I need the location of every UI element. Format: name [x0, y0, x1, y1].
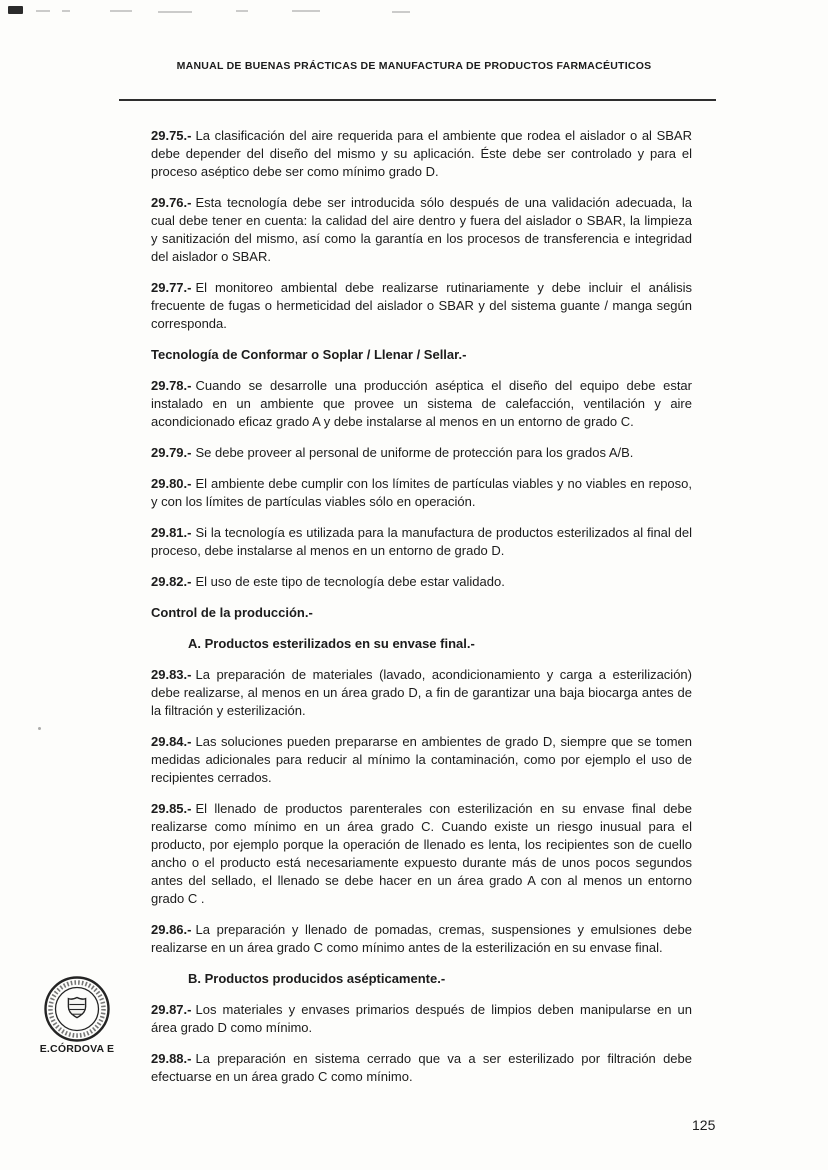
- paragraph-29-77: [151, 279, 692, 333]
- scan-artifact: [36, 10, 50, 12]
- page-number: 125: [692, 1117, 716, 1133]
- paragraph-text: Los materiales y envases primarios después de limpios deben manipularse en un área grado D como mínimo.: [151, 1002, 692, 1035]
- scan-artifact: [158, 11, 192, 13]
- paragraph-29-88: [151, 1050, 692, 1086]
- paragraph-text: El llenado de productos parenterales con esterilización en su envase final debe realizarse como mínimo en un área grado C. Cuando existe un riesgo inusual para el producto, por ejemplo porque la operación de llenado es lenta, los recipientes son de cuello ancho o el producto está necesariamente expuesto durante más de unos pocos segundos antes del sellado, el llenado se debe hacer en un área grado A con al menos un entorno grado C .: [151, 801, 692, 906]
- scan-artifact: [62, 10, 70, 12]
- paragraph-number: 29.79.-: [151, 445, 192, 460]
- scan-artifact: [110, 10, 132, 12]
- paragraph-text: Las soluciones pueden prepararse en ambientes de grado D, siempre que se tomen medidas adicionales para reducir al mínimo la contaminación, como por ejemplo el uso de recipientes cerrados.: [151, 734, 692, 785]
- paragraph-text: Se debe proveer al personal de uniforme de protección para los grados A/B.: [195, 445, 634, 460]
- paragraph-text: Cuando se desarrolle una producción aséptica el diseño del equipo debe estar instalado en un ambiente que provee un sistema de calefacción, ventilación y aire acondicionado eficaz grado A y debe instalarse al menos en un entorno de grado C.: [151, 378, 692, 429]
- paragraph-number: 29.83.-: [151, 667, 192, 682]
- paragraph-number: 29.85.-: [151, 801, 192, 816]
- stamp-signer-name: E.CÓRDOVA E: [39, 1043, 115, 1055]
- header-divider-rule: [119, 99, 716, 101]
- paragraph-number: 29.87.-: [151, 1002, 192, 1017]
- paragraph-number: 29.77.-: [151, 280, 192, 295]
- paragraph-29-82: [151, 573, 692, 591]
- paragraph-text: La preparación y llenado de pomadas, cremas, suspensiones y emulsiones debe realizarse en un área grado C como mínimo antes de la esterilización en su envase final.: [151, 922, 692, 955]
- scan-artifact: [236, 10, 248, 12]
- official-stamp: [33, 975, 121, 1055]
- paragraph-text: El ambiente debe cumplir con los límites de partículas viables y no viables en reposo, y con los límites de partículas viables sólo en operación.: [151, 476, 692, 509]
- scan-artifact: [292, 10, 320, 12]
- paragraph-text: La preparación de materiales (lavado, acondicionamiento y carga a esterilización) debe realizarse, al menos en un área grado D, a fin de garantizar una baja biocarga antes de la filtración y esterilización.: [151, 667, 692, 718]
- paragraph-29-83: [151, 666, 692, 720]
- paragraph-number: 29.75.-: [151, 128, 192, 143]
- paragraph-number: 29.82.-: [151, 574, 192, 589]
- paragraph-29-75: [151, 127, 692, 181]
- paragraph-number: 29.80.-: [151, 476, 192, 491]
- subsection-heading-a: A. Productos esterilizados en su envase final.-: [188, 636, 475, 651]
- paragraph-29-76: [151, 194, 692, 266]
- paragraph-29-81: [151, 524, 692, 560]
- page-header-title: MANUAL DE BUENAS PRÁCTICAS DE MANUFACTURA DE PRODUCTOS FARMACÉUTICOS: [176, 60, 652, 72]
- section-heading-control-produccion: Control de la producción.-: [151, 605, 313, 620]
- paragraph-number: 29.84.-: [151, 734, 192, 749]
- paragraph-number: 29.81.-: [151, 525, 192, 540]
- scan-corner-mark: [8, 6, 23, 14]
- paragraph-29-84: [151, 733, 692, 787]
- paragraph-text: El monitoreo ambiental debe realizarse rutinariamente y debe incluir el análisis frecuente de fugas o hermeticidad del aislador o SBAR y del sistema guante / manga según corresponda.: [151, 280, 692, 331]
- section-heading-tecnologia: Tecnología de Conformar o Soplar / Llenar / Sellar.-: [151, 347, 467, 362]
- paragraph-number: 29.86.-: [151, 922, 192, 937]
- paragraph-29-80: [151, 475, 692, 511]
- paragraph-text: La preparación en sistema cerrado que va a ser esterilizado por filtración debe efectuarse en un área grado C como mínimo.: [151, 1051, 692, 1084]
- paragraph-text: Si la tecnología es utilizada para la manufactura de productos esterilizados al final del proceso, debe instalarse al menos en un entorno de grado D.: [151, 525, 692, 558]
- paragraph-text: El uso de este tipo de tecnología debe estar validado.: [195, 574, 505, 589]
- paragraph-number: 29.76.-: [151, 195, 192, 210]
- scan-artifact: [392, 11, 410, 13]
- paragraph-number: 29.78.-: [151, 378, 192, 393]
- paragraph-29-79: [151, 444, 692, 462]
- paragraph-29-78: [151, 377, 692, 431]
- paragraph-29-85: [151, 800, 692, 908]
- paragraph-29-87: [151, 1001, 692, 1037]
- subsection-heading-b: B. Productos producidos asépticamente.-: [188, 971, 446, 986]
- paragraph-text: Esta tecnología debe ser introducida sólo después de una validación adecuada, la cual debe tener en cuenta: la calidad del aire dentro y fuera del aislador o SBAR, la limpieza y sanitización del mismo, así como la garantía en los procesos de transferencia e integridad del aislador o SBAR.: [151, 195, 692, 264]
- document-body: [151, 127, 692, 1099]
- paragraph-29-86: [151, 921, 692, 957]
- paragraph-number: 29.88.-: [151, 1051, 192, 1066]
- scan-artifact: [38, 727, 41, 730]
- paragraph-text: La clasificación del aire requerida para el ambiente que rodea el aislador o al SBAR debe depender del diseño del mismo y su aplicación. Éste debe ser controlado y para el proceso aséptico debe ser como mínimo grado D.: [151, 128, 692, 179]
